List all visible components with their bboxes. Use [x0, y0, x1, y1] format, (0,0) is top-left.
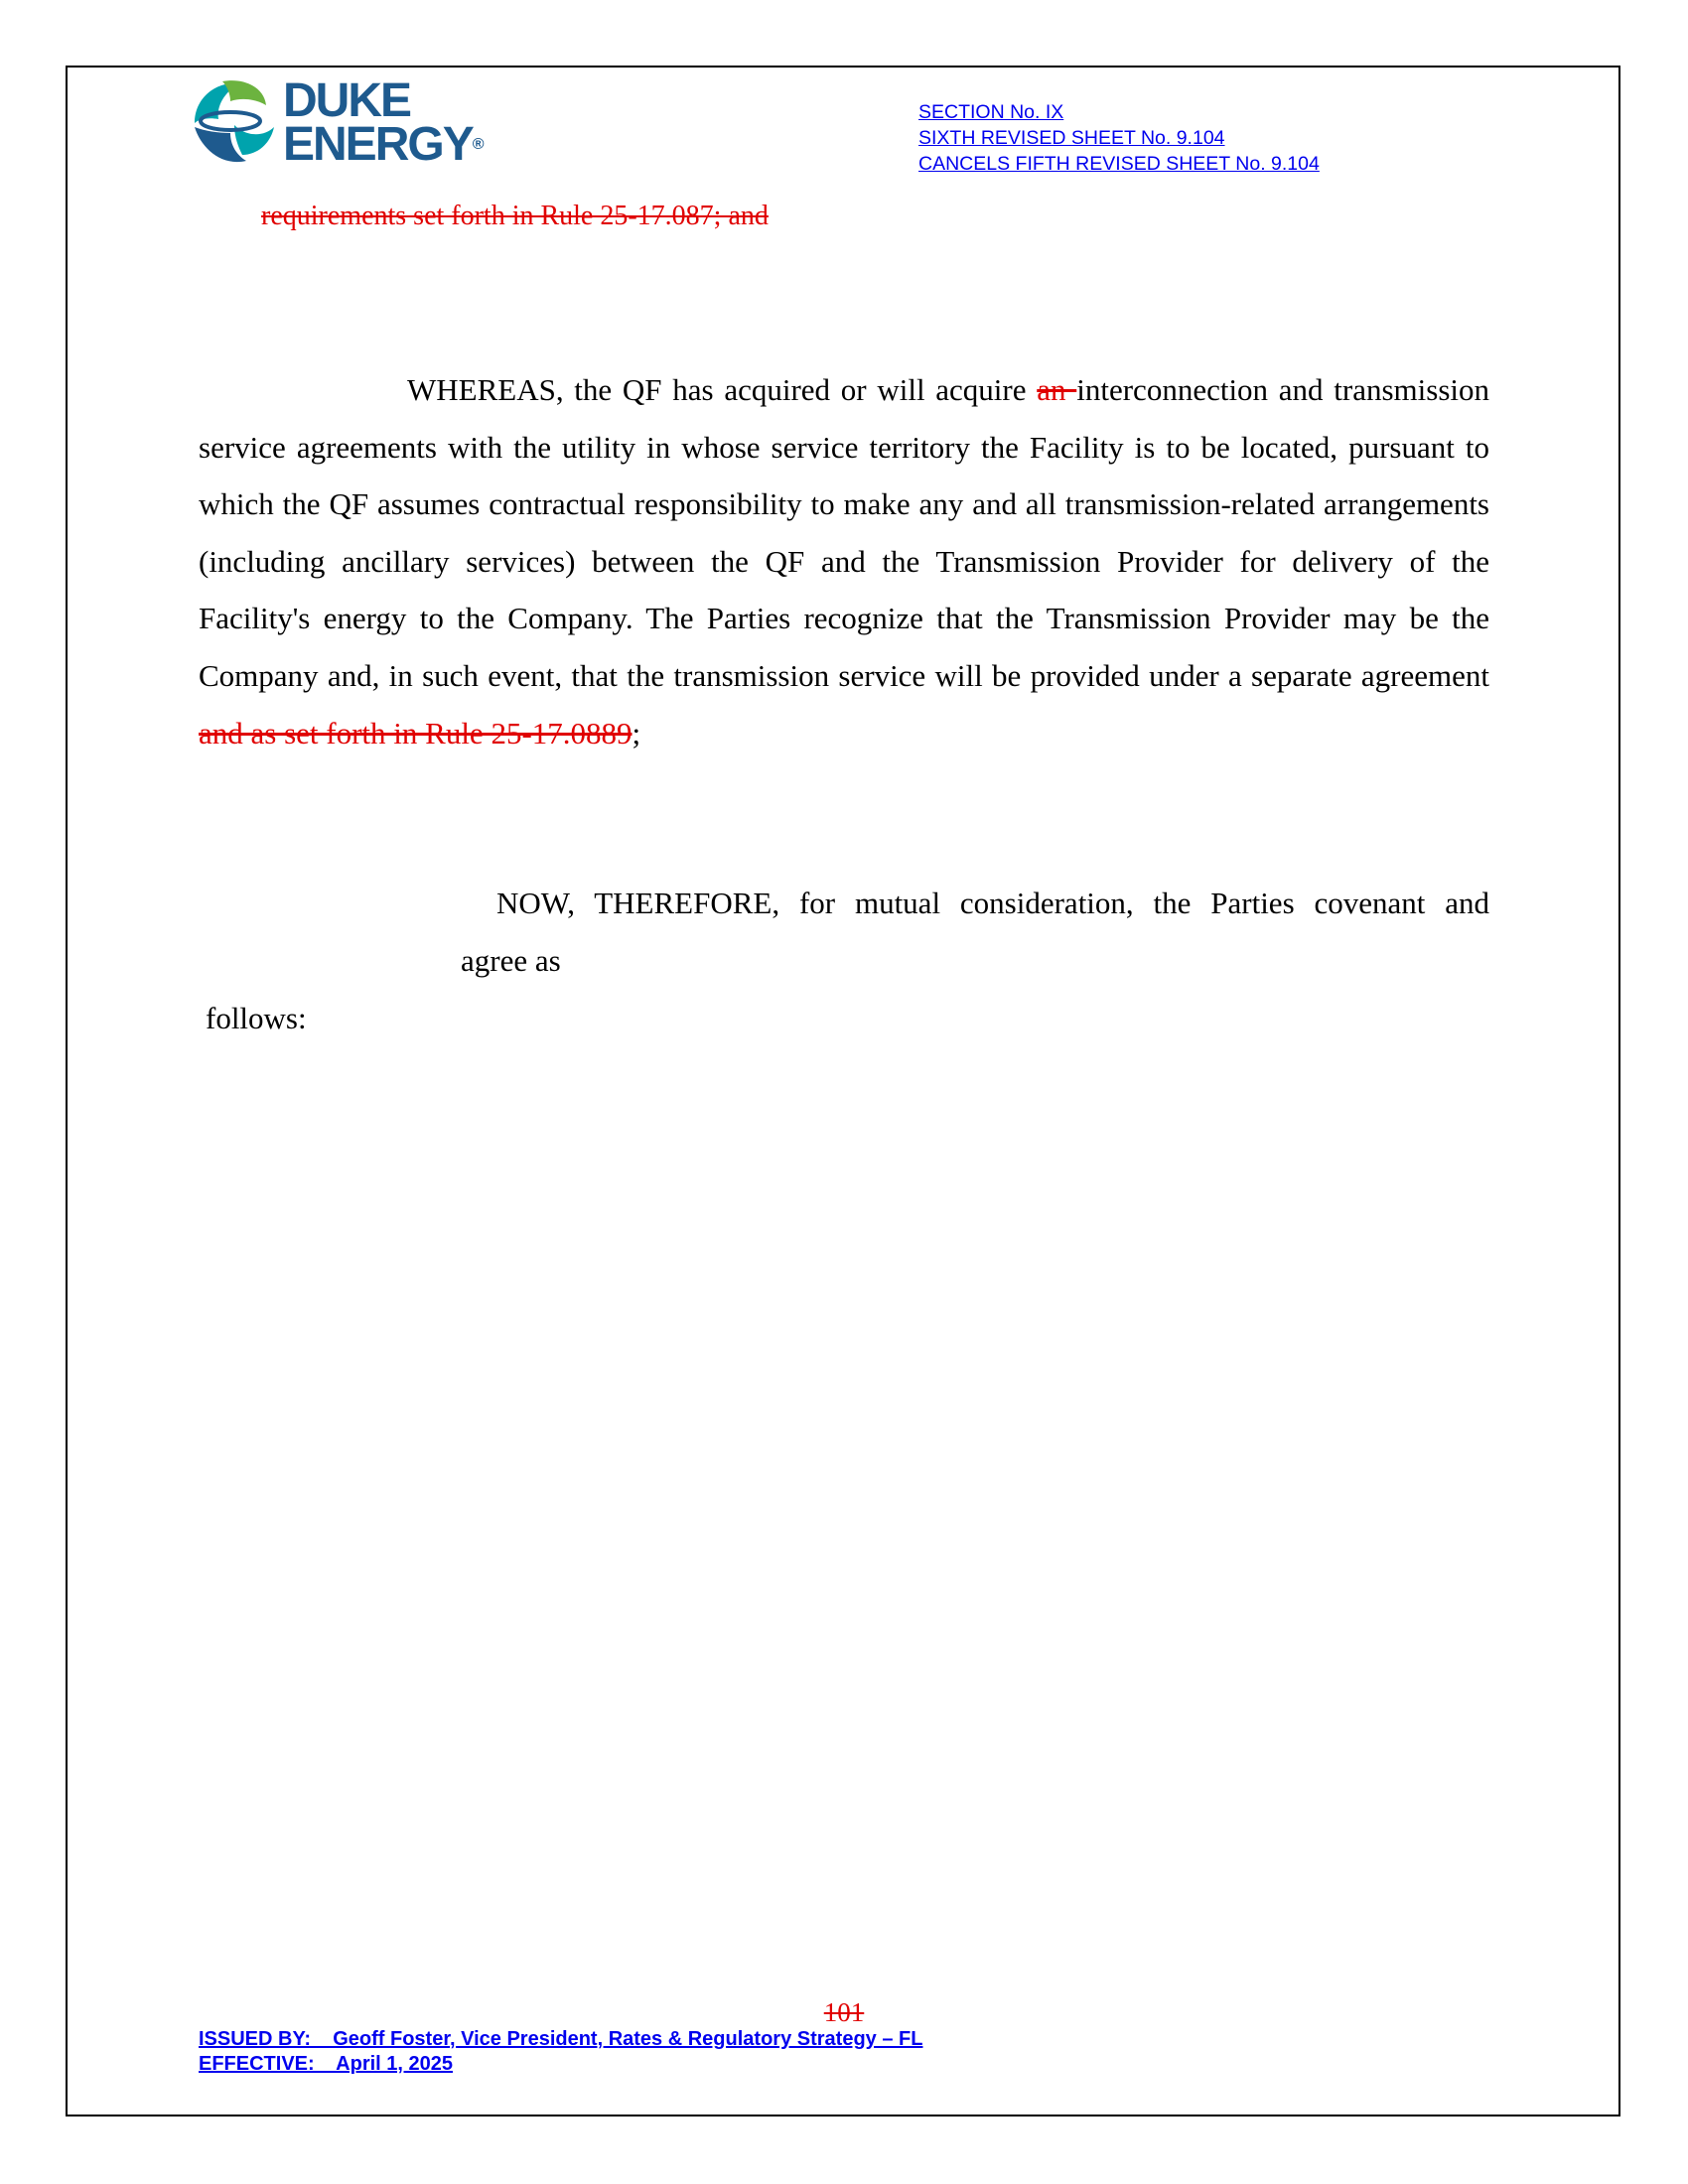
- logo-line2: ENERGY: [283, 118, 473, 171]
- whereas-paragraph: [199, 361, 1489, 761]
- page-number: 101: [823, 1997, 865, 2027]
- effective-line[interactable]: EFFECTIVE: April 1, 2025: [199, 2053, 453, 2075]
- issuance-footer: [199, 2027, 922, 2077]
- section-link[interactable]: SECTION No. IX: [918, 101, 1064, 123]
- logo-wordmark: [283, 74, 485, 171]
- para1-text-a: WHEREAS, the QF has acquired or will acquire: [407, 372, 1038, 407]
- para1-text-c: ;: [632, 715, 641, 751]
- deleted-requirements-line: requirements set forth in Rule 25-17.087; and: [261, 201, 769, 231]
- now-therefore-line3: follows:: [206, 1001, 307, 1035]
- sheet-reference: [918, 99, 1320, 177]
- issued-by-line[interactable]: ISSUED BY: Geoff Foster, Vice President, Rates & Regulatory Strategy – FL: [199, 2028, 923, 2050]
- now-therefore-line1: NOW, THEREFORE, for mutual consideration, the Parties covenant and: [496, 886, 1489, 920]
- para1-deleted-an: an: [1037, 372, 1077, 407]
- logo-line1: DUKE: [283, 74, 411, 127]
- para1-deleted-rule: and as set forth in Rule 25-17.0889: [199, 715, 633, 751]
- now-therefore-line2: agree as: [461, 943, 561, 978]
- logo-registered-mark: ®: [472, 136, 485, 153]
- sheet-link[interactable]: SIXTH REVISED SHEET No. 9.104: [918, 127, 1225, 149]
- cancels-link[interactable]: CANCELS FIFTH REVISED SHEET No. 9.104: [918, 153, 1320, 175]
- para1-text-b: interconnection and transmission service agreements with the utility in whose service territory the Facility is to be located, pursuant to which the QF assumes contractual responsibility to make any and all transmission-related arrangements (including ancillary services) between the QF and the Transmission Provider for delivery of the Facility's energy to the Company. The Parties recognize that the Transmission Provider may be the Company and, in such event, that the transmission service will be provided under a separate agreement: [199, 372, 1490, 693]
